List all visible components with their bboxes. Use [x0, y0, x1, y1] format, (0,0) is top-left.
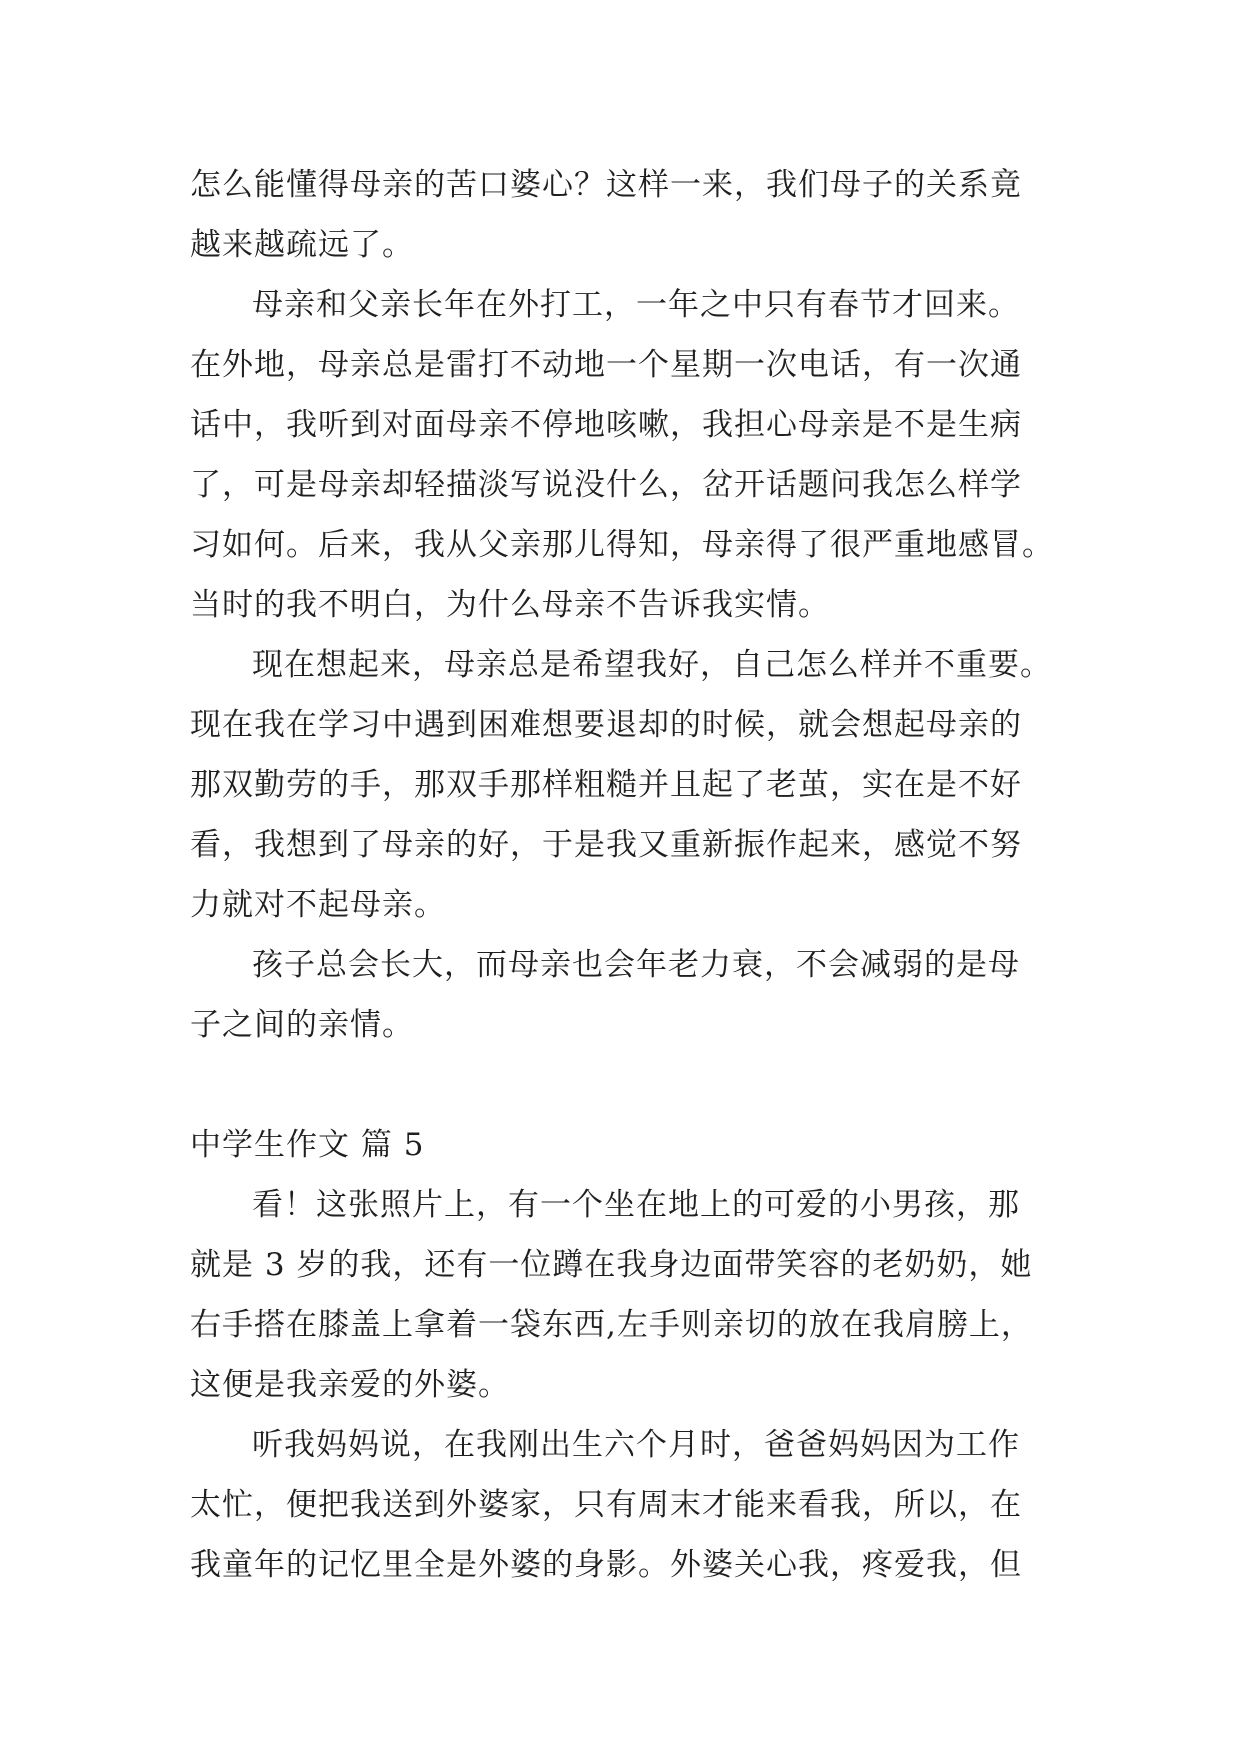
text-line: 看！这张照片上，有一个坐在地上的可爱的小男孩，那	[252, 1187, 1020, 1223]
text-line: 太忙，便把我送到外婆家，只有周末才能来看我，所以，在	[190, 1487, 1022, 1523]
text-line: 这便是我亲爱的外婆。	[190, 1367, 510, 1403]
paragraph-photo	[190, 1175, 1050, 1415]
text-line: 子之间的亲情。	[190, 1007, 414, 1043]
text-line: 当时的我不明白，为什么母亲不告诉我实情。	[190, 587, 830, 623]
text-line: 现在想起来，母亲总是希望我好，自己怎么样并不重要。	[252, 647, 1052, 683]
text-line: 习如何。后来，我从父亲那儿得知，母亲得了很严重地感冒。	[190, 527, 1054, 563]
text-line: 现在我在学习中遇到困难想要退却的时候，就会想起母亲的	[190, 707, 1022, 743]
text-line: 那双勤劳的手，那双手那样粗糙并且起了老茧，实在是不好	[190, 767, 1022, 803]
text-line: 右手搭在膝盖上拿着一袋东西,左手则亲切的放在我肩膀上，	[190, 1307, 1033, 1343]
text-line: 就是 3 岁的我，还有一位蹲在我身边面带笑容的老奶奶，她	[190, 1247, 1033, 1283]
text-line: 我童年的记忆里全是外婆的身影。外婆关心我，疼爱我，但	[190, 1547, 1022, 1583]
continuation-paragraph	[190, 155, 1050, 275]
text-line: 听我妈妈说，在我刚出生六个月时，爸爸妈妈因为工作	[252, 1427, 1020, 1463]
text-line: 在外地，母亲总是雷打不动地一个星期一次电话，有一次通	[190, 347, 1022, 383]
text-line: 力就对不起母亲。	[190, 887, 446, 923]
text-line: 孩子总会长大，而母亲也会年老力衰，不会减弱的是母	[252, 947, 1020, 983]
paragraph-parents-working-away	[190, 275, 1054, 635]
section-gap	[190, 1055, 1050, 1115]
paragraph-closing	[190, 935, 1050, 1055]
text-line: 了，可是母亲却轻描淡写说没什么，岔开话题问我怎么样学	[190, 467, 1022, 503]
text-line: 怎么能懂得母亲的苦口婆心？这样一来，我们母子的关系竟	[190, 167, 1022, 203]
text-line: 越来越疏远了。	[190, 227, 414, 263]
paragraph-grandmother	[190, 1415, 1050, 1595]
text-line: 母亲和父亲长年在外打工，一年之中只有春节才回来。	[252, 287, 1020, 323]
text-line: 话中，我听到对面母亲不停地咳嗽，我担心母亲是不是生病	[190, 407, 1022, 443]
text-line: 看，我想到了母亲的好，于是我又重新振作起来，感觉不努	[190, 827, 1022, 863]
paragraph-mothers-hands	[190, 635, 1050, 935]
document-body	[190, 155, 1054, 1595]
section-heading: 中学生作文 篇 5	[190, 1127, 425, 1163]
